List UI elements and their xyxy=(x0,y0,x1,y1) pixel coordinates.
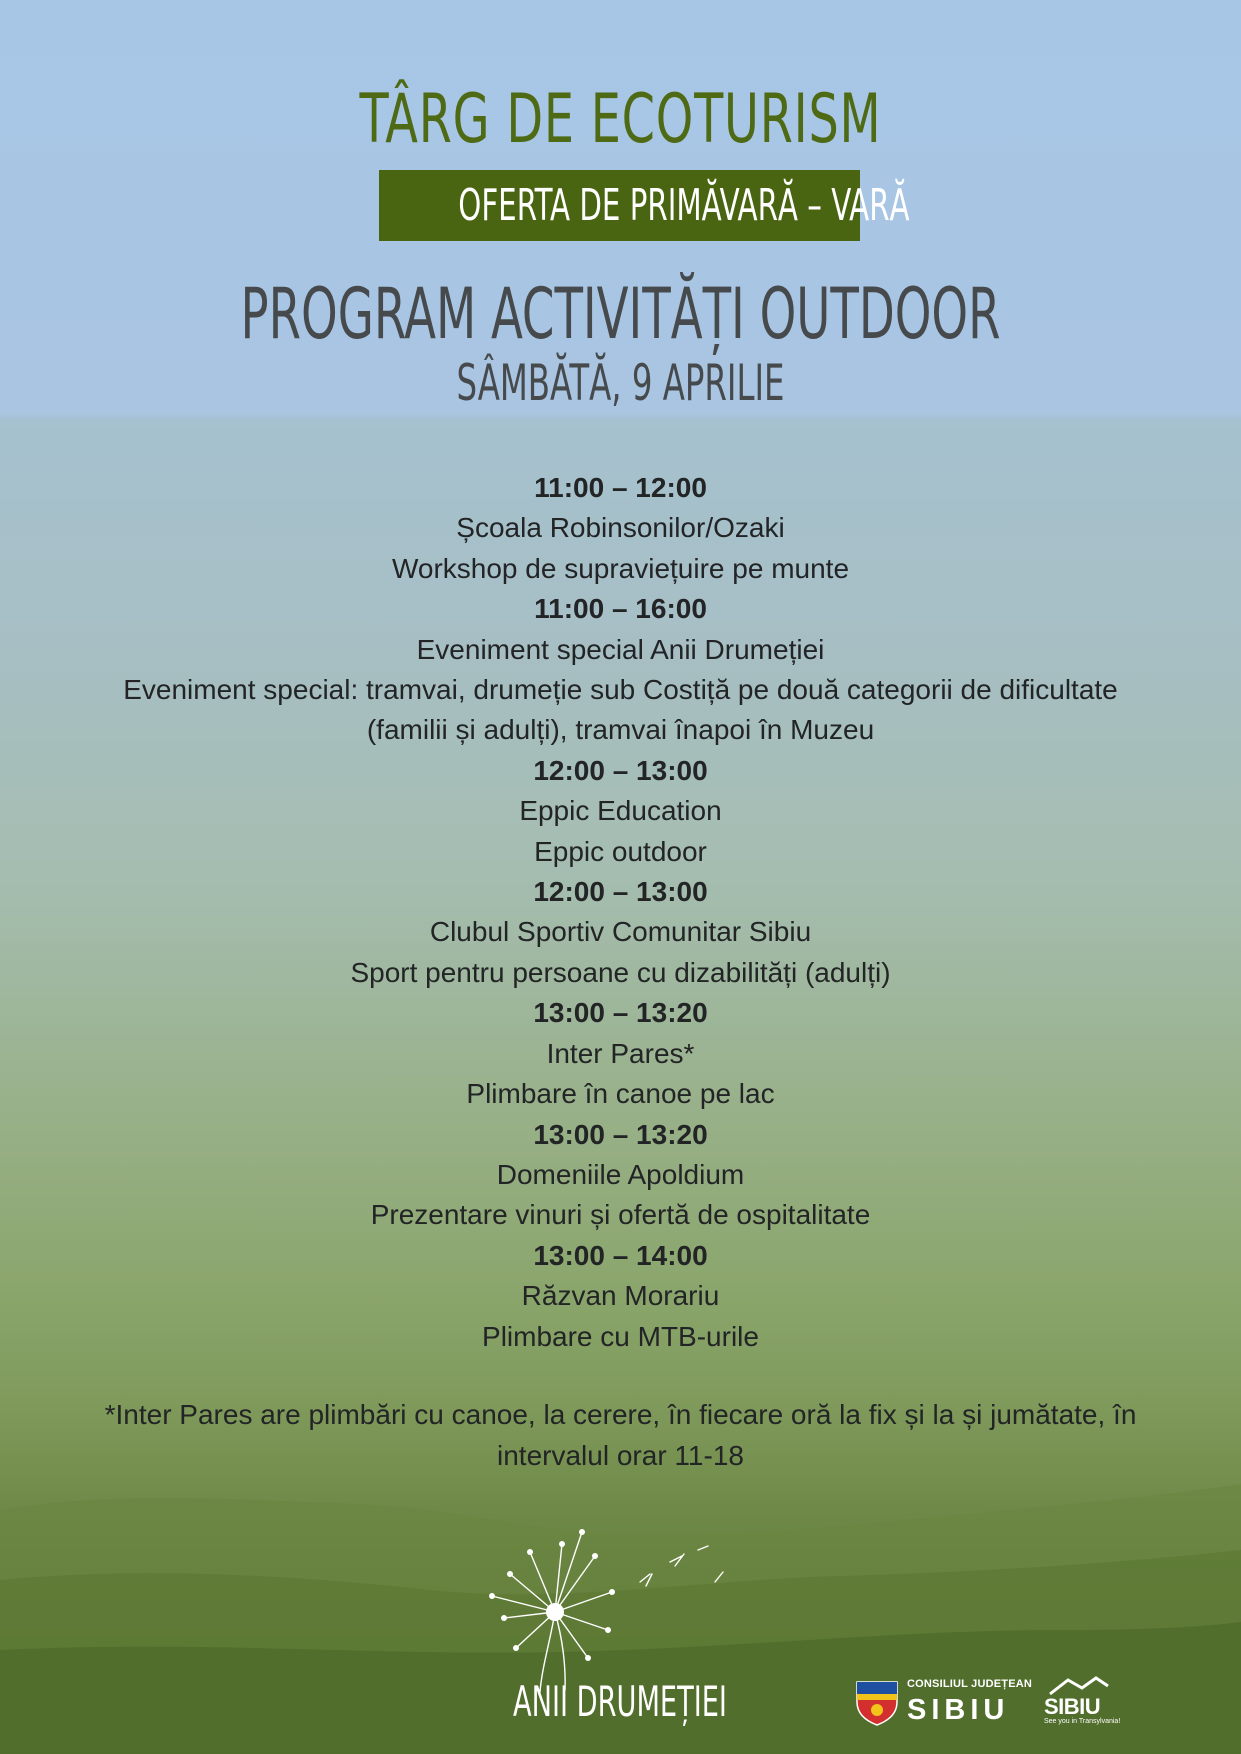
slot-organizer: Răzvan Morariu xyxy=(521,1280,720,1312)
schedule-slot xyxy=(60,993,1181,1114)
slot-organizer: Domeniile Apoldium xyxy=(496,1158,745,1190)
roof-icon xyxy=(1046,1676,1112,1696)
slot-activity: Sport pentru persoane cu dizabilități (adulți) xyxy=(350,956,891,988)
slot-organizer: Clubul Sportiv Comunitar Sibiu xyxy=(429,916,812,948)
slot-time: 12:00 – 13:00 xyxy=(533,876,708,908)
slot-time: 13:00 – 13:20 xyxy=(533,997,708,1029)
schedule-slot xyxy=(60,1236,1181,1357)
slot-time: 13:00 – 14:00 xyxy=(533,1239,708,1271)
season-banner-text: OFERTA DE PRIMĂVARĂ – VARĂ xyxy=(458,180,910,231)
cj-name: SIBIU xyxy=(907,1694,1010,1726)
anii-drumetiei-logo-text: ANII DRUMEȚIEI xyxy=(513,1677,727,1726)
schedule-slot xyxy=(60,468,1181,589)
fair-title: TÂRG DE ECOTURISM xyxy=(359,80,882,159)
sibiu-tagline: See you in Transylvania! xyxy=(1044,1718,1121,1725)
schedule-list xyxy=(60,468,1181,1357)
footnote: *Inter Pares are plimbări cu canoe, la cerere, în fiecare oră la fix și la și jumătate, în intervalul orar 11-18 xyxy=(104,1399,1137,1471)
slot-activity: Eveniment special: tramvai, drumeție sub Costiță pe două categorii de dificultate (familii și adulți), tramvai înapoi în Muzeu xyxy=(123,674,1118,746)
slot-activity: Plimbare în canoe pe lac xyxy=(466,1078,775,1110)
slot-activity: Eppic outdoor xyxy=(534,835,707,867)
consiliul-judetean-logo xyxy=(855,1676,1033,1728)
poster-header xyxy=(0,0,1241,466)
program-heading: PROGRAM ACTIVITĂȚI OUTDOOR xyxy=(240,273,1001,355)
schedule-slot xyxy=(60,589,1181,751)
crest-icon xyxy=(855,1678,899,1726)
slot-activity: Prezentare vinuri și ofertă de ospitalitate xyxy=(370,1199,871,1231)
schedule-slot xyxy=(60,1115,1181,1236)
slot-organizer: Școala Robinsonilor/Ozaki xyxy=(456,512,785,544)
season-banner xyxy=(379,170,910,241)
sibiu-brand-logo xyxy=(1040,1676,1120,1730)
slot-activity: Workshop de supraviețuire pe munte xyxy=(391,552,850,584)
slot-activity: Plimbare cu MTB-urile xyxy=(482,1320,759,1352)
slot-organizer: Eveniment special Anii Drumeției xyxy=(416,633,825,665)
event-date: SÂMBĂTĂ, 9 APRILIE xyxy=(456,354,785,412)
cj-caption: CONSILIUL JUDEȚEAN xyxy=(907,1678,1033,1690)
slot-time: 11:00 – 12:00 xyxy=(534,472,707,503)
slot-organizer: Eppic Education xyxy=(519,795,722,827)
slot-time: 12:00 – 13:00 xyxy=(533,754,708,786)
schedule-slot xyxy=(60,751,1181,872)
schedule-slot xyxy=(60,872,1181,993)
sibiu-wordmark: SIBIU xyxy=(1044,1694,1101,1719)
slot-time: 13:00 – 13:20 xyxy=(533,1118,708,1150)
slot-organizer: Inter Pares* xyxy=(546,1037,695,1069)
slot-time: 11:00 – 16:00 xyxy=(534,593,707,625)
